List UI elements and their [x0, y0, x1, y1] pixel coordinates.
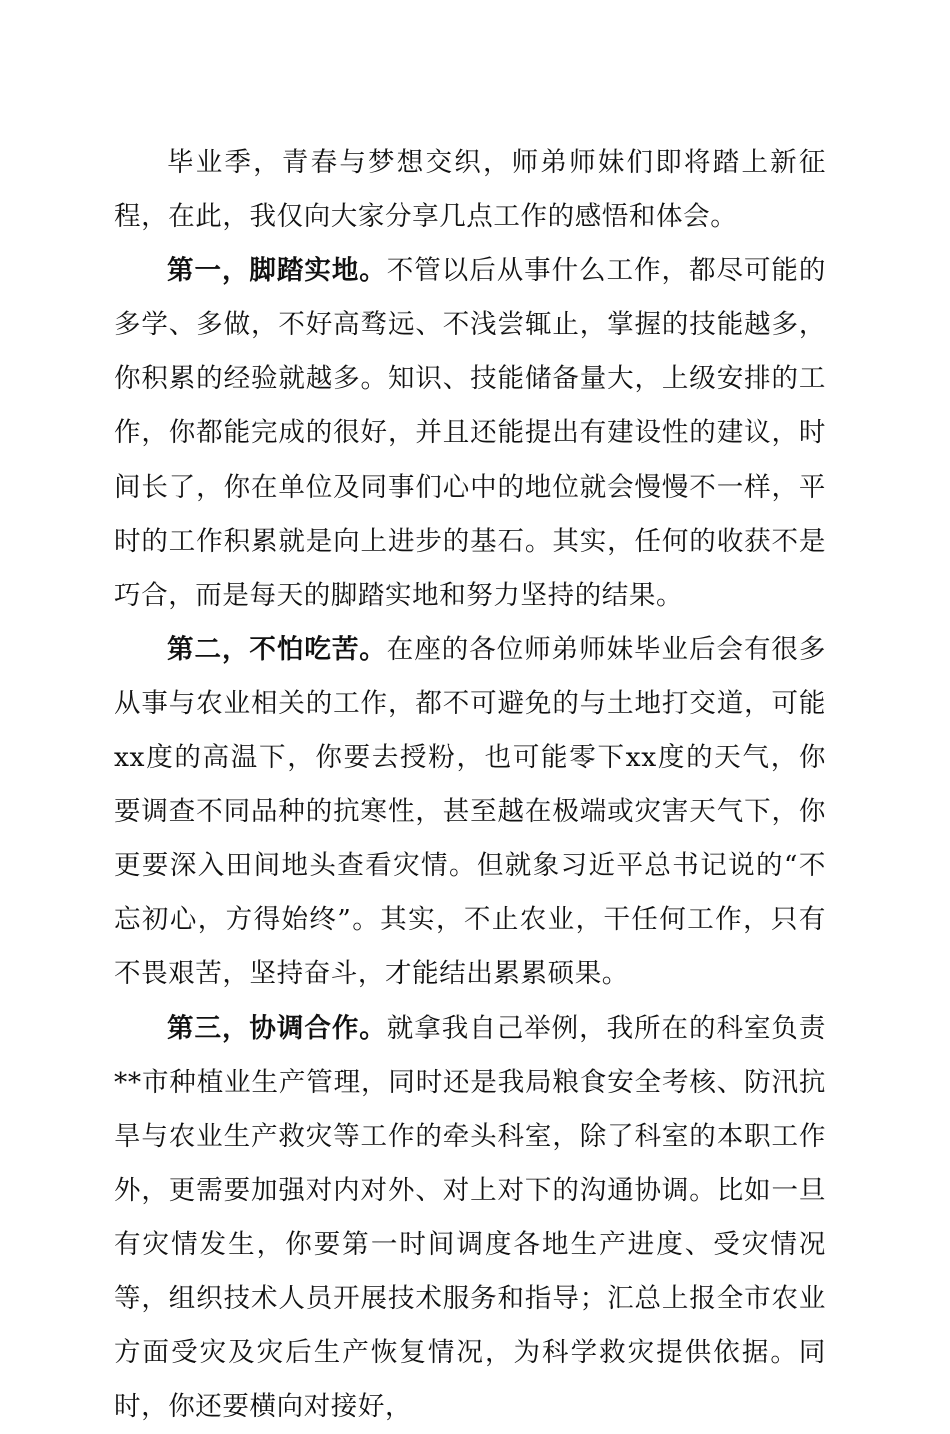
paragraph-lead: 第三，协调合作。: [167, 1013, 387, 1044]
paragraph-text: 就拿我自己举例，我所在的科室负责**市种植业生产管理，同时还是我局粮食安全考核、防汛抗旱与农业生产救灾等工作的牵头科室，除了科室的本职工作外，更需要加强对内对外、对上对下的沟通协调。比如一旦有灾情发生，你要第一时间调度各地生产进度、受灾情况等，组织技术人员开展技术服务和指导；汇总上报全市农业方面受灾及灾后生产恢复情况，为科学救灾提供依据。同时，你还要横向对接好，: [114, 1013, 826, 1423]
paragraph-lead: 第一，脚踏实地。: [167, 255, 387, 286]
paragraph-point-2: [114, 623, 826, 1002]
document-body: [114, 136, 826, 1434]
paragraph-point-1: [114, 244, 826, 623]
paragraph-text: 在座的各位师弟师妹毕业后会有很多从事与农业相关的工作，都不可避免的与土地打交道，可能xx度的高温下，你要去授粉，也可能零下xx度的天气，你要调查不同品种的抗寒性，甚至越在极端或灾害天气下，你更要深入田间地头查看灾情。但就象习近平总书记说的“不忘初心，方得始终”。其实，不止农业，干任何工作，只有不畏艰苦，坚持奋斗，才能结出累累硕果。: [114, 634, 826, 990]
paragraph-text: 不管以后从事什么工作，都尽可能的多学、多做，不好高骛远、不浅尝辄止，掌握的技能越多，你积累的经验就越多。知识、技能储备量大，上级安排的工作，你都能完成的很好，并且还能提出有建设性的建议，时间长了，你在单位及同事们心中的地位就会慢慢不一样，平时的工作积累就是向上进步的基石。其实，任何的收获不是巧合，而是每天的脚踏实地和努力坚持的结果。: [114, 255, 826, 611]
paragraph-text: 毕业季，青春与梦想交织，师弟师妹们即将踏上新征程，在此，我仅向大家分享几点工作的感悟和体会。: [114, 147, 826, 232]
paragraph-intro: [114, 136, 826, 244]
paragraph-point-3: [114, 1002, 826, 1434]
paragraph-lead: 第二，不怕吃苦。: [167, 634, 387, 665]
